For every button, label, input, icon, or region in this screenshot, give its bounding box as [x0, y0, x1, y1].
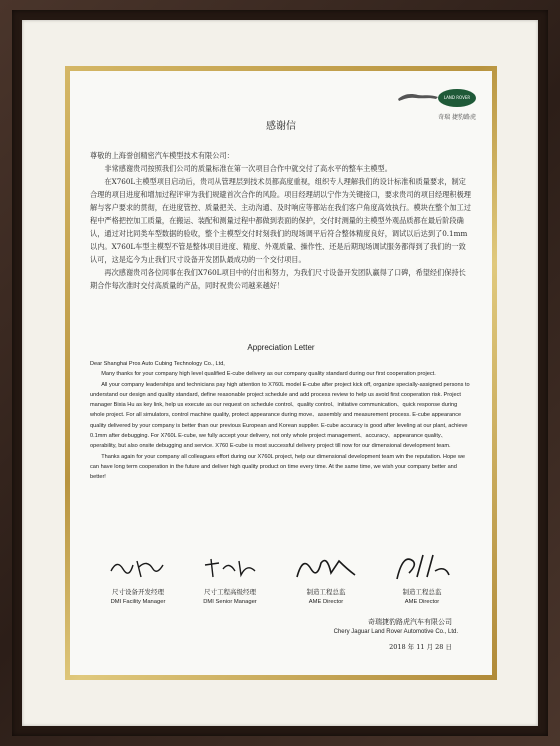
cn-paragraph: 在X760L主模型项目启动后，贵司从管理层到技术员都高度重视，组织专人理解我们的设计标准和质量要求，制定合理的项目进度和增加过程评审为我们规避首次合作的风险。项目经理胡以宁作为关键接口，要求贵司的项目经理积极理解与客户要求的贯彻，在进度管控、质量把关、主动沟通、及时响应等都站在我们客户角度高效执行。模块在整个加工过程中严格把控加工质量，在搬运、装配和测量过程中都做到表面的保护，交付时测量的主模型外观品质都在最后阶段确认，通过对比同类车型数据的验收，整个主模型交付时刻我们的现场调平后符合整体精度良好，调试以后达到了0.1mm以内。X760L车型主模型不管是整体项目进度、精度、外观质量、操作性、还是后期现场调试服务都得到了我们的一致认可，这是迄今为止我们尺寸设备开发团队最成功的一个交付项目。 [90, 177, 471, 264]
en-body [90, 359, 472, 483]
handwritten-signature [387, 551, 457, 585]
cn-paragraph: 非常感谢贵司按照我们公司的质量标准在第一次项目合作中就交付了高水平的整车主模型。 [104, 164, 392, 173]
letter-paper [70, 71, 492, 675]
signature-block [182, 551, 278, 605]
en-salutation: Dear Shanghai Pros Auto Cubing Technology Co., Ltd, [90, 361, 225, 367]
en-paragraph: All your company leaderships and technicians pay high attention to X760L model E-cube after project kick off, organize specially-assigned persons to understand our design and quality standard, define reasonable project schedule and add process review to help us avoid first cooperation risk. Project manager Bixia Hu as key link, help us execute as our request on schedule control、quality control、initiative communication、quick response during whole project. For all simulators, control machine quality, protect appearance during move、assembly and measurement process. E-cube appearance quality delivered by your company is better than our previous European and Korean supplier. E-cube accuracy is good after leveling at our plant, achieve 0.1mm after debugging. For X760L E-cube, we fully accept your delivery, not only whole project management、accuracy、appearance quality、operability, but also onsite debugging and service. X760 E-cube is most successful delivery project till now for our dimensional development team. [90, 381, 470, 450]
jaguar-leaper-icon [396, 91, 440, 103]
en-paragraph: Thanks again for your company all colleagues effort during our X760L project, help our dimensional development team win the reputation. Hope we can have long term cooperation in the future and deliver high quality product on time every time. At the same time, we wish your company better and better! [90, 453, 465, 481]
signature-block [374, 551, 470, 605]
signer-title-cn: 制造工程总监 [402, 588, 442, 596]
handwritten-signature [103, 551, 173, 585]
letter-date: 2018 年 11 月 28 日 [389, 643, 452, 651]
handwritten-signature [195, 551, 265, 585]
signer-title-cn: 制造工程总监 [306, 588, 346, 596]
cn-salutation: 尊敬的上海誉创精密汽车模型技术有限公司： [90, 151, 234, 160]
signer-title-cn: 尺寸设备开发经理 [112, 588, 164, 596]
en-title: Appreciation Letter [247, 343, 315, 352]
signer-title-en: DMI Senior Manager [203, 599, 257, 605]
company-name-en: Chery Jaguar Land Rover Automotive Co., Ltd. [333, 629, 458, 635]
land-rover-badge: LAND ROVER [438, 89, 476, 107]
handwritten-signature [291, 551, 361, 585]
cn-body [90, 149, 472, 292]
signer-title-en: AME Director [308, 599, 344, 605]
signature-row [90, 551, 472, 611]
cn-title: 感谢信 [266, 121, 296, 132]
en-paragraph: Many thanks for your company high level qualified E-cube delivery as our company quality standard during our first cooperation project. [101, 371, 436, 378]
signature-block [90, 551, 186, 605]
signer-title-en: DMI Facility Manager [110, 599, 166, 605]
signature-block [278, 551, 374, 605]
signer-title-cn: 尺寸工程高级经理 [204, 588, 256, 596]
cn-paragraph: 再次感谢贵司各位同事在我们X760L项目中的付出和努力，为我们尺寸设备开发团队赢得了口碑，希望经们保持长期合作每次准时交付高质量的产品，同时祝贵公司越来越好！ [90, 268, 466, 290]
company-name-cn: 奇瑞捷豹路虎汽车有限公司 [368, 618, 452, 626]
signer-title-en: AME Director [404, 599, 440, 605]
brand-subtitle: 奇瑞 捷豹路虎 [438, 114, 476, 121]
